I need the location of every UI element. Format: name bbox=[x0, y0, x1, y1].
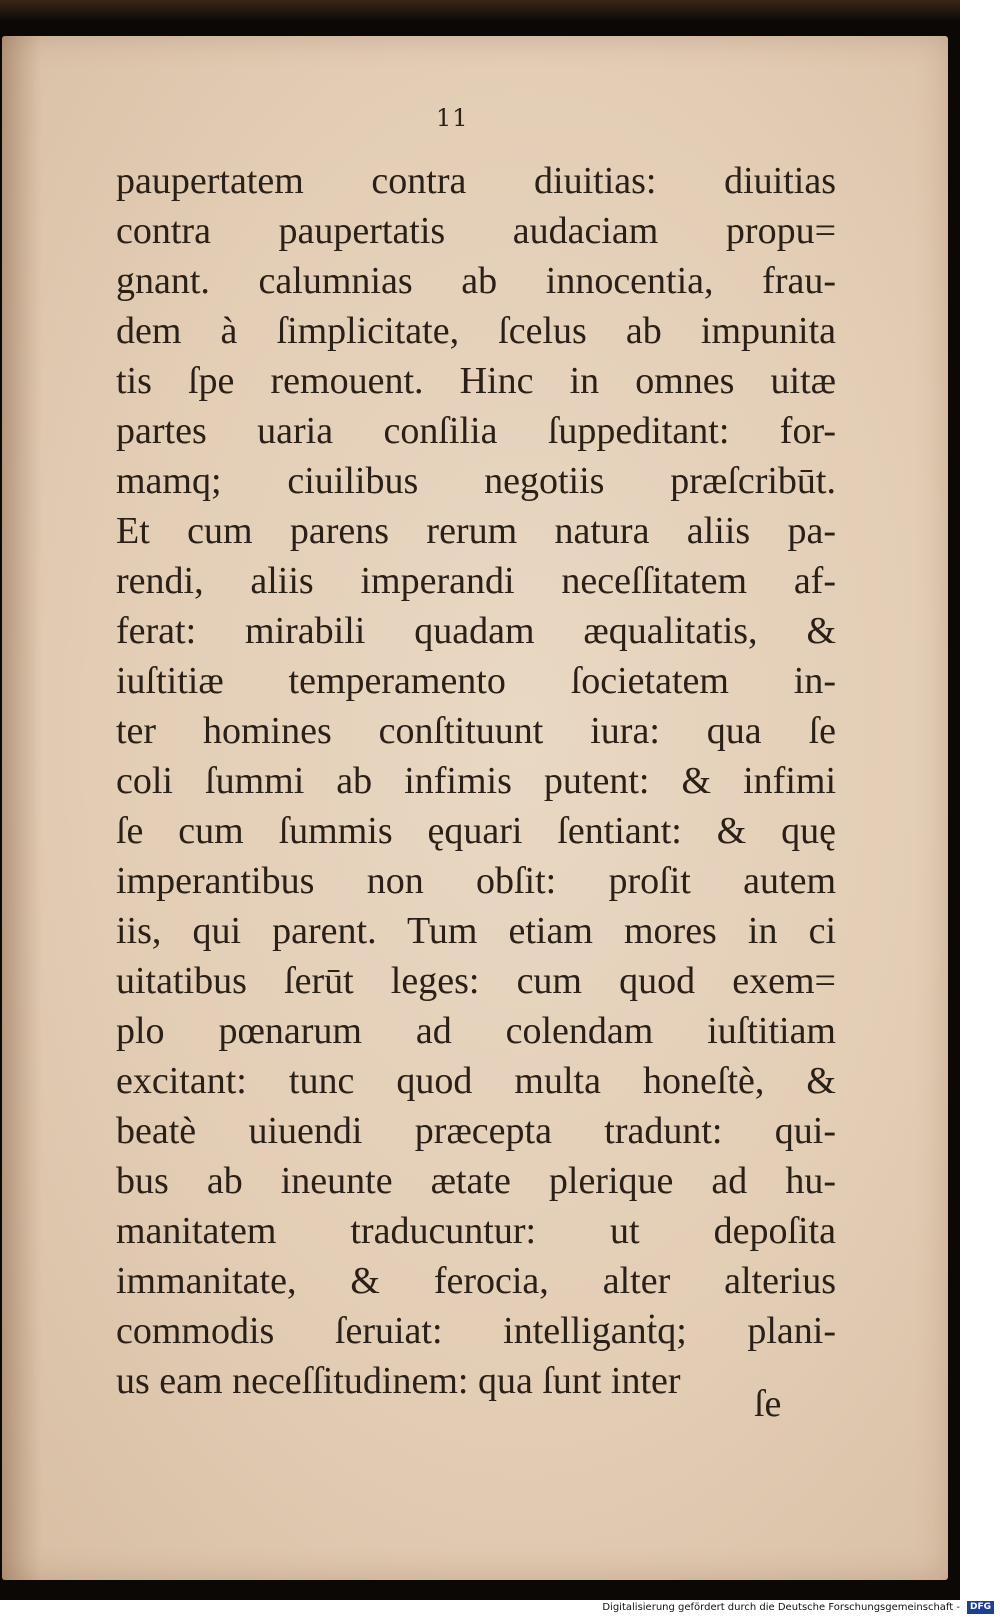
text-line: tis ſpe remouent. Hinc in omnes uitæ bbox=[116, 360, 836, 402]
text-line: us eam neceſſitudinem: qua ſunt inter bbox=[116, 1360, 681, 1402]
text-line: gnant. calumnias ab innocentia, frau- bbox=[116, 260, 836, 302]
text-line: iuſtitiæ temperamento ſocietatem in- bbox=[116, 660, 836, 702]
text-line: ter homines conſtituunt iura: qua ſe bbox=[116, 710, 836, 752]
text-line: ſe cum ſummis ęquari ſentiant: & quę bbox=[116, 810, 836, 852]
footer-bar bbox=[0, 1600, 1000, 1617]
text-line: iis, qui parent. Tum etiam mores in ci bbox=[116, 910, 836, 952]
funding-credit: Digitalisierung gefördert durch die Deutsche Forschungsgemeinschaft - bbox=[602, 1602, 960, 1613]
text-line: beatè uiuendi præcepta tradunt: qui- bbox=[116, 1110, 836, 1152]
text-line: partes uaria conſilia ſuppeditant: for- bbox=[116, 410, 836, 452]
text-line: mamq; ciuilibus negotiis præſcribūt. bbox=[116, 460, 836, 502]
text-line: bus ab ineunte ætate plerique ad hu- bbox=[116, 1160, 836, 1202]
text-line: commodis ſeruiat: intelliganṫq; plani- bbox=[116, 1310, 836, 1352]
text-line: paupertatem contra diuitias: diuitias bbox=[116, 160, 836, 202]
page-number: 11 bbox=[436, 104, 469, 132]
text-line: contra paupertatis audaciam propu= bbox=[116, 210, 836, 252]
book-edge bbox=[0, 0, 960, 22]
catchword: ſe bbox=[754, 1383, 782, 1425]
dfg-logo: DFG bbox=[967, 1601, 994, 1614]
text-line: rendi, aliis imperandi neceſſitatem af- bbox=[116, 560, 836, 602]
text-line: plo pœnarum ad colendam iuſtitiam bbox=[116, 1010, 836, 1052]
text-line: Et cum parens rerum natura aliis pa- bbox=[116, 510, 836, 552]
text-line: dem à ſimplicitate, ſcelus ab impunita bbox=[116, 310, 836, 352]
gutter-shadow bbox=[2, 36, 42, 1580]
text-line: coli ſummi ab infimis putent: & infimi bbox=[116, 760, 836, 802]
text-line: imperantibus non obſit: proſit autem bbox=[116, 860, 836, 902]
text-line: immanitate, & ferocia, alter alterius bbox=[116, 1260, 836, 1302]
text-line: excitant: tunc quod multa honeſtè, & bbox=[116, 1060, 836, 1102]
text-line: manitatem traducuntur: ut depoſita bbox=[116, 1210, 836, 1252]
text-line: ferat: mirabili quadam æqualitatis, & bbox=[116, 610, 836, 652]
text-block bbox=[116, 156, 836, 1416]
text-line: uitatibus ſerūt leges: cum quod exem= bbox=[116, 960, 836, 1002]
